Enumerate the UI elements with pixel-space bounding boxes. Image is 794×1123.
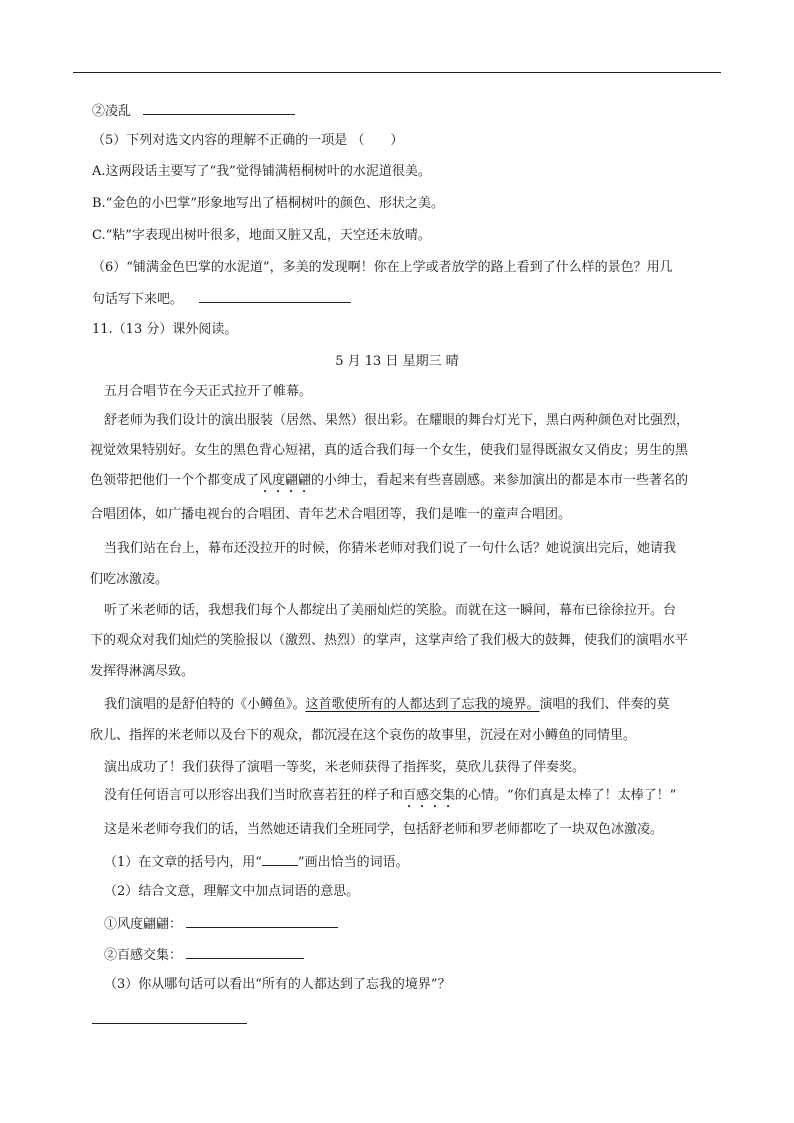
passage-p5-line2: 欣儿、指挥的米老师以及台下的观众，都沉浸在这个哀伤的故事里，沉浸在对小鳟鱼的同情里。	[90, 728, 637, 743]
passage-p4-line3: 发挥得淋漓尽致。	[90, 664, 195, 679]
dotted-word: 百感交集	[403, 788, 456, 803]
sub-question-2-item2	[104, 946, 304, 964]
q5-prompt: （5）下列对选文内容的理解不正确的一项是 （ ）	[92, 133, 404, 148]
passage-p6: 演出成功了！我们获得了演唱一等奖，米老师获得了指挥奖，莫欣儿获得了伴奏奖。	[104, 760, 586, 775]
item-label: ①风度翩翩：	[104, 917, 183, 932]
passage-p2-line4: 合唱团体，如广播电视台的合唱团、青年艺术合唱团等，我们是唯一的童声合唱团。	[90, 507, 572, 522]
answer-blank[interactable]	[143, 102, 295, 115]
item-label: ②百感交集：	[104, 948, 183, 963]
passage-p3-line1: 当我们站在台上，幕布还没拉开的时候，你猜米老师对我们说了一句什么话？她说演出完后，她请我	[104, 541, 677, 556]
q6-prompt-line1: （6）“铺满金色巴掌的水泥道”，多美的发现啊！你在上学或者放学的路上看到了什么样的景色？用几	[92, 260, 673, 275]
answer-blank[interactable]	[92, 1011, 247, 1024]
q11-heading: 11.（13 分）课外阅读。	[92, 322, 238, 337]
q4-item2	[92, 102, 295, 120]
underlined-sentence: 这首歌使所有的人都达到了忘我的境界。	[305, 697, 540, 712]
sub-question-2-item1	[104, 915, 338, 933]
header-rule	[73, 72, 721, 73]
dotted-word: 风度翩翩	[259, 473, 312, 488]
text-segment: （1）在文章的括号内，用“	[104, 855, 262, 870]
passage-p5-line1	[104, 697, 670, 713]
answer-blank[interactable]	[186, 915, 338, 928]
passage-p8: 这是米老师夸我们的话，当然她还请我们全班同学，包括舒老师和罗老师都吃了一块双色冰激凌。	[104, 822, 664, 837]
passage-p2-line1: 舒老师为我们设计的演出服装（居然、果然）很出彩。在耀眼的舞台灯光下，黑白两种颜色对比强烈，	[104, 413, 690, 428]
passage-p4-line1: 听了米老师的话，我想我们每个人都绽出了美丽灿烂的笑脸。而就在这一瞬间，幕布已徐徐拉开。台	[104, 603, 677, 618]
q5-option-a: A.这两段话主要写了“我”觉得铺满梧桐树叶的水泥道很美。	[92, 164, 431, 179]
passage-p7	[104, 788, 676, 811]
q5-option-b: B.“金色的小巴掌”形象地写出了梧桐树叶的颜色、形状之美。	[92, 196, 444, 211]
passage-p3-line2: 们吃冰激凌。	[90, 572, 169, 587]
passage-p2-line3	[90, 473, 688, 496]
sub-question-1	[104, 853, 409, 871]
text-segment: 没有任何语言可以形容出我们当时欣喜若狂的样子和	[104, 788, 404, 803]
q6-prompt-text: 句话写下来吧。	[92, 292, 184, 307]
sub-question-3: （3）你从哪句话可以看出“所有的人都达到了忘我的境界”？	[104, 977, 451, 992]
diary-date: 5 月 13 日 星期三 晴	[335, 354, 459, 369]
answer-blank[interactable]	[186, 946, 304, 959]
passage-p1: 五月合唱节在今天正式拉开了帷幕。	[104, 384, 313, 399]
answer-blank[interactable]	[199, 290, 351, 303]
text-segment: 我们演唱的是舒伯特的《小鳟鱼》。	[104, 697, 306, 712]
sub-question-2: （2）结合文意，理解文中加点词语的意思。	[104, 884, 360, 899]
passage-p2-line2: 视觉效果特别好。女生的黑色背心短裙，真的适合我们每一个女生，使我们显得既淑女又俏皮；男生的黑	[90, 443, 689, 458]
text-segment: 的心情。“你们真是太棒了！太棒了！”	[455, 788, 677, 803]
text-segment: 的小绅士，看起来有些喜剧感。来参加演出的都是本市一些著名的	[311, 473, 689, 488]
text-segment: 色领带把他们一个个都变成了	[90, 473, 260, 488]
underline-sample	[262, 853, 298, 866]
text-segment: 演唱的我们、伴奏的莫	[539, 697, 670, 712]
passage-p4-line2: 下的观众对我们灿烂的笑脸报以（激烈、热烈）的掌声，这掌声给了我们极大的鼓舞，使我们的演唱水平	[90, 633, 689, 648]
q6-prompt-line2	[92, 290, 351, 308]
text-segment: ”画出恰当的词语。	[297, 855, 409, 870]
q5-option-c: C.“粘”字表现出树叶很多，地面又脏又乱，天空还未放晴。	[92, 228, 431, 243]
q4-item2-label: ②凌乱	[92, 104, 132, 119]
